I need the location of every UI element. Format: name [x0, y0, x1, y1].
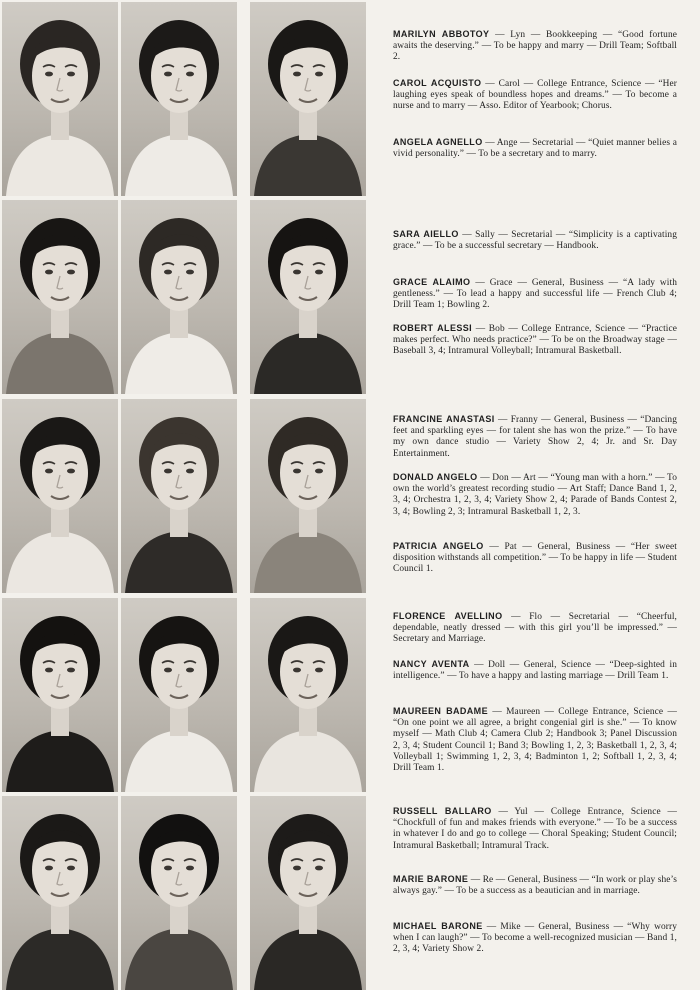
portrait-photo	[250, 598, 366, 792]
portrait-neck	[170, 110, 188, 140]
portrait-photo	[2, 200, 118, 394]
student-name: MARIE BARONE	[393, 874, 469, 884]
portrait-silhouette	[2, 399, 118, 593]
portrait-eye	[45, 866, 53, 871]
portrait-eye	[186, 668, 194, 673]
portrait-eye	[293, 469, 301, 474]
portrait-photo	[2, 796, 118, 990]
portrait-silhouette	[2, 598, 118, 792]
portrait-silhouette	[121, 399, 237, 593]
portrait-clothing	[254, 730, 362, 792]
student-bio	[393, 277, 677, 312]
portrait-eye	[67, 72, 75, 77]
student-details: — Re — General, Business — “In work or play she’s always gay.” — To be a success as a beautician and in marriage.	[393, 875, 677, 897]
student-bio	[393, 29, 677, 64]
portrait-silhouette	[121, 200, 237, 394]
portrait-photo	[121, 2, 237, 196]
portrait-clothing	[6, 134, 114, 196]
portrait-photo	[2, 2, 118, 196]
portrait-neck	[299, 308, 317, 338]
portrait-eye	[164, 469, 172, 474]
portrait-clothing	[125, 928, 233, 990]
portrait-eye	[164, 668, 172, 673]
portrait-neck	[170, 308, 188, 338]
portrait-neck	[51, 904, 69, 934]
student-details: — Bob — College Entrance, Science — “Practice makes perfect. Who needs practice?” — To be on the Broadway stage — Baseball 3, 4; Intramural Volleyball; Intramural Basketball.	[393, 324, 677, 357]
student-details: — Yul — College Entrance, Science — “Chockfull of fun and makes friends with everyone.” — To be a success in whatever I do and go to college — Choral Speaking; Student Council; Intramural Basketball; Intramural Track.	[393, 807, 677, 851]
portrait-eye	[67, 270, 75, 275]
portrait-eye	[67, 668, 75, 673]
student-details: — Sally — Secretarial — “Simplicity is a captivating grace.” — To be a successful secretary — Handbook.	[393, 230, 677, 252]
portrait-eye	[45, 72, 53, 77]
portrait-photo	[2, 399, 118, 593]
student-bio	[393, 78, 677, 113]
portrait-photo	[250, 200, 366, 394]
portrait-clothing	[254, 928, 362, 990]
student-bio	[393, 611, 677, 646]
student-name: NANCY AVENTA	[393, 659, 470, 669]
portrait-photo	[2, 598, 118, 792]
student-name: CAROL ACQUISTO	[393, 78, 482, 88]
portrait-clothing	[6, 531, 114, 593]
portrait-clothing	[254, 332, 362, 394]
portrait-clothing	[6, 928, 114, 990]
student-name: SARA AIELLO	[393, 229, 459, 239]
portrait-eye	[164, 270, 172, 275]
student-bio	[393, 921, 677, 956]
student-bio	[393, 874, 677, 897]
student-details: — Flo — Secretarial — “Cheerful, dependable, neatly dressed — with this girl you’ll be impressed.” — Secretary and Marriage.	[393, 612, 677, 645]
portrait-silhouette	[250, 399, 366, 593]
student-details: — Pat — General, Business — “Her sweet disposition withstands all competition.” — To be happy in life — Student Council 1.	[393, 542, 677, 575]
portrait-eye	[186, 469, 194, 474]
student-name: MAUREEN BADAME	[393, 706, 488, 716]
portrait-photo	[250, 2, 366, 196]
portrait-eye	[315, 270, 323, 275]
portrait-eye	[186, 270, 194, 275]
portrait-eye	[315, 668, 323, 673]
portrait-silhouette	[2, 200, 118, 394]
portrait-neck	[51, 110, 69, 140]
portrait-eye	[186, 866, 194, 871]
portrait-eye	[293, 72, 301, 77]
student-bio	[393, 806, 677, 852]
portrait-photo	[121, 399, 237, 593]
portrait-photo	[250, 796, 366, 990]
student-bio	[393, 137, 677, 160]
portrait-photo	[121, 598, 237, 792]
student-details: — Grace — General, Business — “A lady with gentleness.” — To lead a happy and successful life — French Club 4; Drill Team 1; Bowling 2.	[393, 278, 677, 311]
student-details: — Don — Art — “Young man with a horn.” — To own the world’s greatest recording studio — Art Staff; Dance Band 1, 2, 3, 4; Orchestra 1, 2, 3, 4; Variety Show 2, 4; Parade of Bands Contest 2, 3, 4; Bowling 2, 3; Intramural Basketball 1, 2, 3.	[393, 473, 677, 517]
student-details: — Ange — Secretarial — “Quiet manner belies a vivid personality.” — To be a secretary and to marry.	[393, 138, 677, 160]
portrait-eye	[293, 668, 301, 673]
portrait-clothing	[254, 134, 362, 196]
biography-column	[393, 0, 677, 973]
portrait-photo	[250, 399, 366, 593]
portrait-eye	[293, 270, 301, 275]
student-bio	[393, 541, 677, 576]
student-name: FLORENCE AVELLINO	[393, 611, 503, 621]
portrait-eye	[67, 866, 75, 871]
portrait-silhouette	[2, 2, 118, 196]
portrait-eye	[164, 866, 172, 871]
portrait-neck	[299, 507, 317, 537]
student-details: — Lyn — Bookkeeping — “Good fortune awaits the deserving.” — To be happy and marry — Drill Team; Softball 2.	[393, 30, 677, 63]
student-name: MICHAEL BARONE	[393, 921, 483, 931]
student-details: — Maureen — College Entrance, Science — “On one point we all agree, a bright congenial girl is she.” — To know myself — Math Club 4; Camera Club 2; Handbook 3; Panel Discussion 2, 3, 4; Student Council 1; Band 3; Bowling 1, 2, 3; Basketball 1, 2, 3, 4; Volleyball 1; Swimming 1, 2, 3, 4; Badminton 1, 2; Softball 1, 2, 3, 4; Drill Team 1.	[393, 707, 677, 774]
student-bio	[393, 706, 677, 774]
portrait-silhouette	[121, 2, 237, 196]
student-name: FRANCINE ANASTASI	[393, 414, 495, 424]
student-name: DONALD ANGELO	[393, 472, 478, 482]
portrait-neck	[299, 706, 317, 736]
portrait-eye	[45, 270, 53, 275]
portrait-eye	[293, 866, 301, 871]
portrait-clothing	[125, 332, 233, 394]
student-name: PATRICIA ANGELO	[393, 541, 484, 551]
portrait-clothing	[6, 332, 114, 394]
portrait-clothing	[125, 531, 233, 593]
portrait-photo	[121, 796, 237, 990]
portrait-clothing	[6, 730, 114, 792]
portrait-clothing	[125, 134, 233, 196]
student-name: GRACE ALAIMO	[393, 277, 471, 287]
portrait-eye	[315, 866, 323, 871]
student-name: ROBERT ALESSI	[393, 323, 473, 333]
student-name: RUSSELL BALLARO	[393, 806, 492, 816]
student-details: — Mike — General, Business — “Why worry when I can laugh?” — To become a well-recognized musician — Band 1, 2, 3, 4; Variety Show 2.	[393, 922, 677, 955]
student-bio	[393, 659, 677, 682]
student-bio	[393, 472, 677, 518]
portrait-neck	[170, 507, 188, 537]
student-details: — Carol — College Entrance, Science — “Her laughing eyes speak of boundless hopes and dreams.” — To become a nurse and to marry — Asso. Editor of Yearbook; Chorus.	[393, 79, 677, 112]
portrait-neck	[51, 308, 69, 338]
portrait-eye	[315, 469, 323, 474]
portrait-neck	[170, 706, 188, 736]
portrait-eye	[164, 72, 172, 77]
portrait-neck	[299, 904, 317, 934]
portrait-eye	[45, 469, 53, 474]
portrait-neck	[51, 507, 69, 537]
student-bio	[393, 323, 677, 358]
portrait-eye	[186, 72, 194, 77]
portrait-silhouette	[2, 796, 118, 990]
student-details: — Franny — General, Business — “Dancing feet and sparkling eyes — for talent she has won the prize.” — To have my own dance studio — Variety Show 2, 4; Jr. and Sr. Day Entertainment.	[393, 415, 677, 459]
student-name: ANGELA AGNELLO	[393, 137, 483, 147]
portrait-silhouette	[121, 598, 237, 792]
portrait-neck	[299, 110, 317, 140]
student-bio	[393, 414, 677, 460]
student-name: MARILYN ABBOTOY	[393, 29, 490, 39]
portrait-silhouette	[250, 2, 366, 196]
portrait-clothing	[125, 730, 233, 792]
portrait-neck	[51, 706, 69, 736]
portrait-photo	[121, 200, 237, 394]
portrait-silhouette	[250, 598, 366, 792]
portrait-clothing	[254, 531, 362, 593]
portrait-eye	[45, 668, 53, 673]
portrait-silhouette	[121, 796, 237, 990]
portrait-silhouette	[250, 200, 366, 394]
student-bio	[393, 229, 677, 252]
portrait-eye	[67, 469, 75, 474]
portrait-silhouette	[250, 796, 366, 990]
portrait-eye	[315, 72, 323, 77]
portrait-neck	[170, 904, 188, 934]
student-details: — Doll — General, Science — “Deep-sighted in intelligence.” — To have a happy and lasting marriage — Drill Team 1.	[393, 660, 677, 682]
